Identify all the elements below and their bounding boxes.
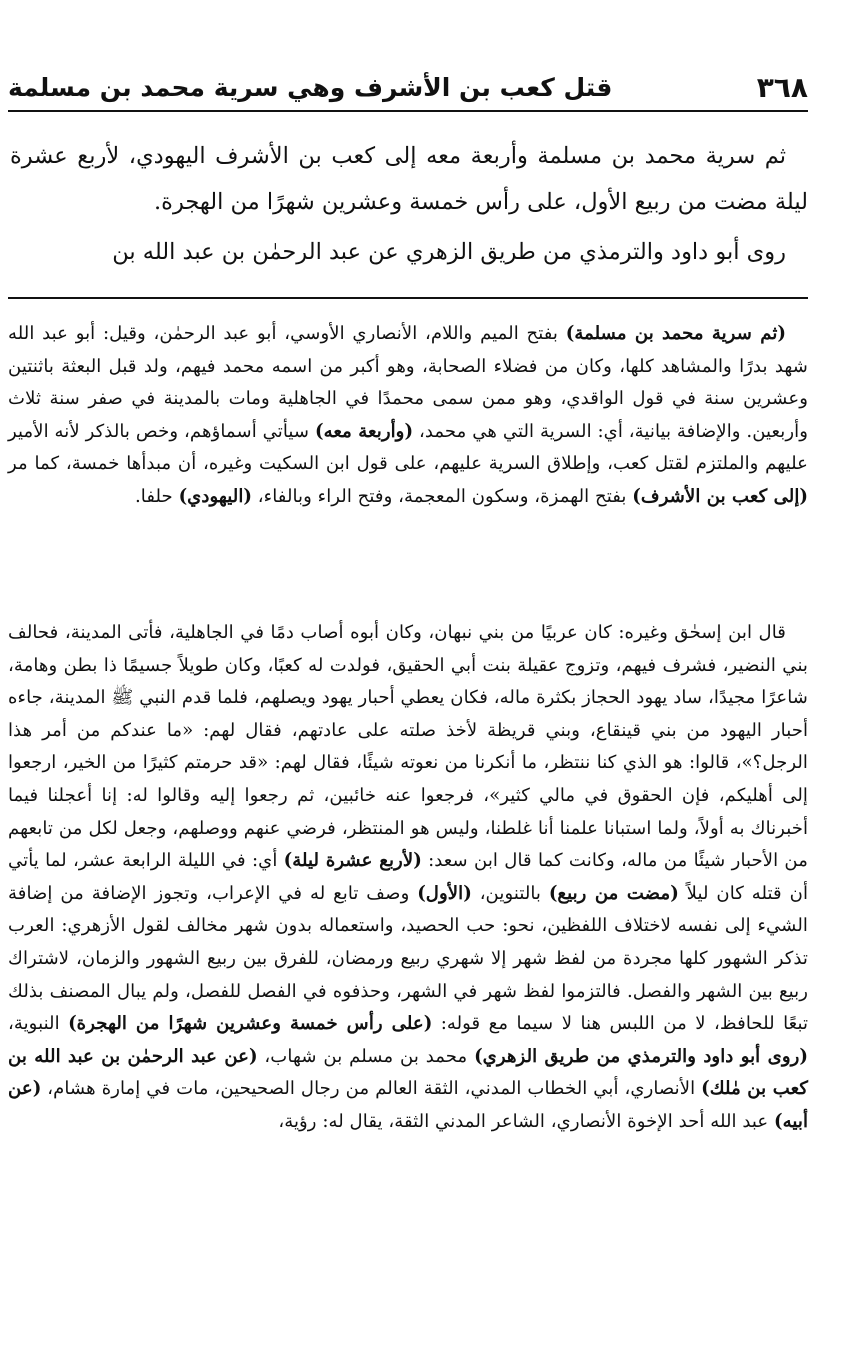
commentary-text: الأنصاري، أبي الخطاب المدني، الثقة العالم من رجال الصحيحين، مات في إمارة هشام، xyxy=(41,1078,702,1100)
main-text xyxy=(10,133,808,279)
commentary-paragraph xyxy=(8,318,808,514)
running-title: قتل كعب بن الأشرف وهي سرية محمد بن مسلمة xyxy=(8,72,613,102)
quoted-phrase: (مضت من ربيع) xyxy=(548,882,679,904)
commentary-block xyxy=(8,318,808,514)
commentary-block xyxy=(8,617,808,1139)
page-number: ٣٦٨ xyxy=(756,70,808,104)
commentary-text: سيأتي أسماؤهم، وخص بالذكر لأنه الأمير عليهم والملتزم لقتل كعب، وإطلاق السرية عليهم، على قول ابن السكيت وغيره، أن مبدأها خمسة، كما مر xyxy=(8,420,808,475)
commentary-text: حلفا. xyxy=(135,485,179,507)
commentary-text: عبد الله أحد الإخوة الأنصاري، الشاعر المدني الثقة، يقال له: رؤية، xyxy=(278,1110,775,1132)
commentary-text: قال ابن إسحٰق وغيره: كان عربيًا من بني نبهان، وكان أبوه أصاب دمًا في الجاهلية، فأتى المدينة، فحالف بني النضير، فشرف فيهم، وتزوج عقيلة بنت أبي الحقيق، فولدت له كعبًا، وكان طويلاً جسيمًا ذا بطن وهامة، شاعرًا مجيدًا، ساد يهود الحجاز بكثرة ماله، فكان يعطي أحبار يهود ويصلهم، فلما قدم النبي ﷺ المدينة، جاءه أحبار اليهود من بني قينقاع، وبني قريظة لأخذ صلته على عادتهم، فقال لهم: «ما عندكم من أمر هذا الرجل؟»، قالوا: هو الذي كنا ننتظر، ما أنكرنا من نعوته شيئًا، فقال لهم: «قد حرمتم كثيرًا من الخير، ارجعوا إلى أهليكم، فإن الحقوق في مالي كثير»، فرجعوا عنه خائبين، ثم رجعوا إليه وقالوا له: إنا أعجلنا فيما أخبرناك به أولاً، ولما استبانا علمنا أنا غلطنا، وليس هو المنتظر، فرضي عنهم ووصلهم، وجعل لكل من تابعهم من الأحبار شيئًا من ماله، وكانت كما قال ابن سعد: xyxy=(8,622,808,872)
header-rule xyxy=(8,110,808,112)
quoted-phrase: (اليهودي) xyxy=(178,485,252,507)
quoted-phrase: (عن أبيه) xyxy=(8,1078,808,1132)
quoted-phrase: (الأول) xyxy=(417,882,472,904)
commentary-text: أي: في الليلة الرابعة عشر، لما يأتي أن قتله كان ليلاً xyxy=(8,850,808,904)
commentary-text: وصف تابع له في الإعراب، وتجوز الإضافة من إضافة الشيء إلى نفسه لاختلاف اللفظين، نحو: حب الحصيد، واستعماله بدون شهر مخالف لقول الأزهري: العرب تذكر الشهور كلها مجردة من لفظ شهر إلا شهري ربيع ورمضان، للفرق بين ربيع الشهور والزمان، لاشتراك ربيع بين الشهر والفصل. فالتزموا لفظ شهر في الشهر، وحذفوه في الفصل للفصل، ولم يبال المصنف بذلك تبعًا للحافظ، لا من اللبس هنا لا سيما مع قوله: xyxy=(8,882,809,1035)
main-paragraph: ثم سرية محمد بن مسلمة وأربعة معه إلى كعب بن الأشرف اليهودي، لأربع عشرة ليلة مضت من ربيع الأول، على رأس خمسة وعشرين شهرًا من الهجرة. xyxy=(10,143,808,215)
commentary-paragraph xyxy=(8,617,808,1139)
quoted-phrase: (روى أبو داود والترمذي من طريق الزهري) xyxy=(474,1045,808,1067)
quoted-phrase: (عن عبد الرحمٰن بن عبد الله بن كعب بن مٰلك) xyxy=(8,1045,808,1100)
commentary-text: بفتح الهمزة، وسكون المعجمة، وفتح الراء وبالفاء، xyxy=(252,485,633,507)
commentary-text: بفتح الميم واللام، الأنصاري الأوسي، أبو عبد الرحمٰن، وقيل: أبو عبد الله شهد بدرًا والمشاهد كلها، وكان من فضلاء الصحابة، وهو أكبر من اسمه محمد فيهم، ولد قبل البعثة باثنتين وعشرين سنة في قول الواقدي، وهو ممن سمى محمدًا في الجاهلية ومات بالمدينة في صفر سنة ثلاث وأربعين. والإضافة بيانية، أي: السرية التي هي محمد، xyxy=(8,323,808,442)
commentary-text: محمد بن مسلم بن شهاب، xyxy=(257,1045,475,1067)
page-header xyxy=(8,62,808,112)
commentary-text: النبوية، xyxy=(8,1013,69,1035)
quoted-phrase: (ثم سرية محمد بن مسلمة) xyxy=(565,323,786,344)
footnote-rule xyxy=(8,297,808,299)
quoted-phrase: (إلى كعب بن الأشرف) xyxy=(632,485,808,507)
quoted-phrase: (وأربعة معه) xyxy=(314,420,414,442)
commentary-text: بالتنوين، xyxy=(471,882,549,904)
quoted-phrase: (لأربع عشرة ليلة) xyxy=(283,850,422,872)
main-paragraph: روى أبو داود والترمذي من طريق الزهري عن عبد الرحمٰن بن عبد الله بن xyxy=(112,239,786,265)
quoted-phrase: (على رأس خمسة وعشرين شهرًا من الهجرة) xyxy=(68,1013,433,1035)
